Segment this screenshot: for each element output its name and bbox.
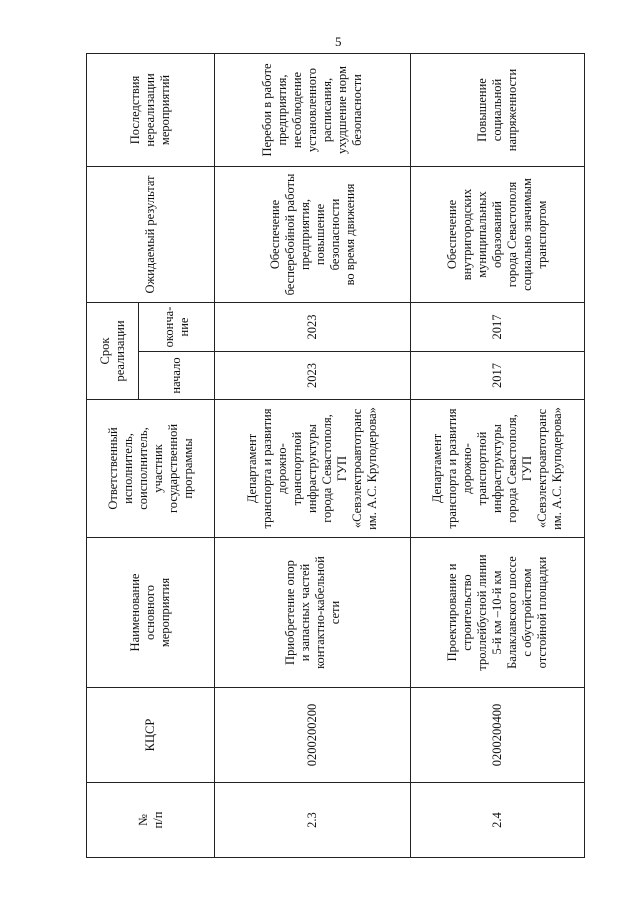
header-start: начало (139, 352, 215, 400)
cell-start: 2017 (411, 352, 585, 400)
header-responsible: Ответственный исполнитель, соисполнитель, участник государственной программы (87, 400, 215, 538)
page-number: 5 (335, 34, 342, 49)
document-sheet (86, 54, 584, 858)
cell-name: Проектирование и строительство троллейбусной линии 5-й км –10-й км Балаклавского шоссе с обустройством отстойной площадки (411, 538, 585, 688)
cell-num: 2.4 (411, 783, 585, 858)
header-num: № п/п (87, 783, 215, 858)
cell-start: 2023 (215, 352, 411, 400)
cell-end: 2023 (215, 303, 411, 352)
cell-kcsr: 0200200200 (215, 688, 411, 783)
cell-consequences: Перебои в работе предприятия, несоблюдение установленного расписания, ухудшение норм безопасности (215, 54, 411, 167)
header-kcsr: КЦСР (87, 688, 215, 783)
cell-consequences: Повышение социальной напряженности (411, 54, 585, 167)
header-result: Ожидаемый результат (87, 167, 215, 303)
cell-end: 2017 (411, 303, 585, 352)
header-end: оконча- ние (139, 303, 215, 352)
table-row (411, 54, 585, 858)
cell-responsible: Департамент транспорта и развития дорожно- транспортной инфраструктуры города Севастополя, ГУП «Севэлектроавтотранс им. А.С. Круподерова» (411, 400, 585, 538)
header-consequences: Последствия нереализации мероприятий (87, 54, 215, 167)
cell-name: Приобретение опор и запасных частей контактно-кабельной сети (215, 538, 411, 688)
cell-num: 2.3 (215, 783, 411, 858)
header-term: Срок реализации (87, 303, 139, 400)
table-row (215, 54, 411, 858)
cell-responsible: Департамент транспорта и развития дорожно- транспортной инфраструктуры города Севастополя, ГУП «Севэлектроавтотранс им. А.С. Круподерова» (215, 400, 411, 538)
header-name: Наименование основного мероприятия (87, 538, 215, 688)
cell-kcsr: 0200200400 (411, 688, 585, 783)
rotated-table-container (86, 54, 584, 858)
measures-table (86, 53, 585, 858)
cell-result: Обеспечение внутригородских муниципальных образований города Севастополя социально значимым транспортом (411, 167, 585, 303)
header-row-top (87, 54, 139, 858)
cell-result: Обеспечение бесперебойной работы предприятия, повышение безопасности во время движения (215, 167, 411, 303)
